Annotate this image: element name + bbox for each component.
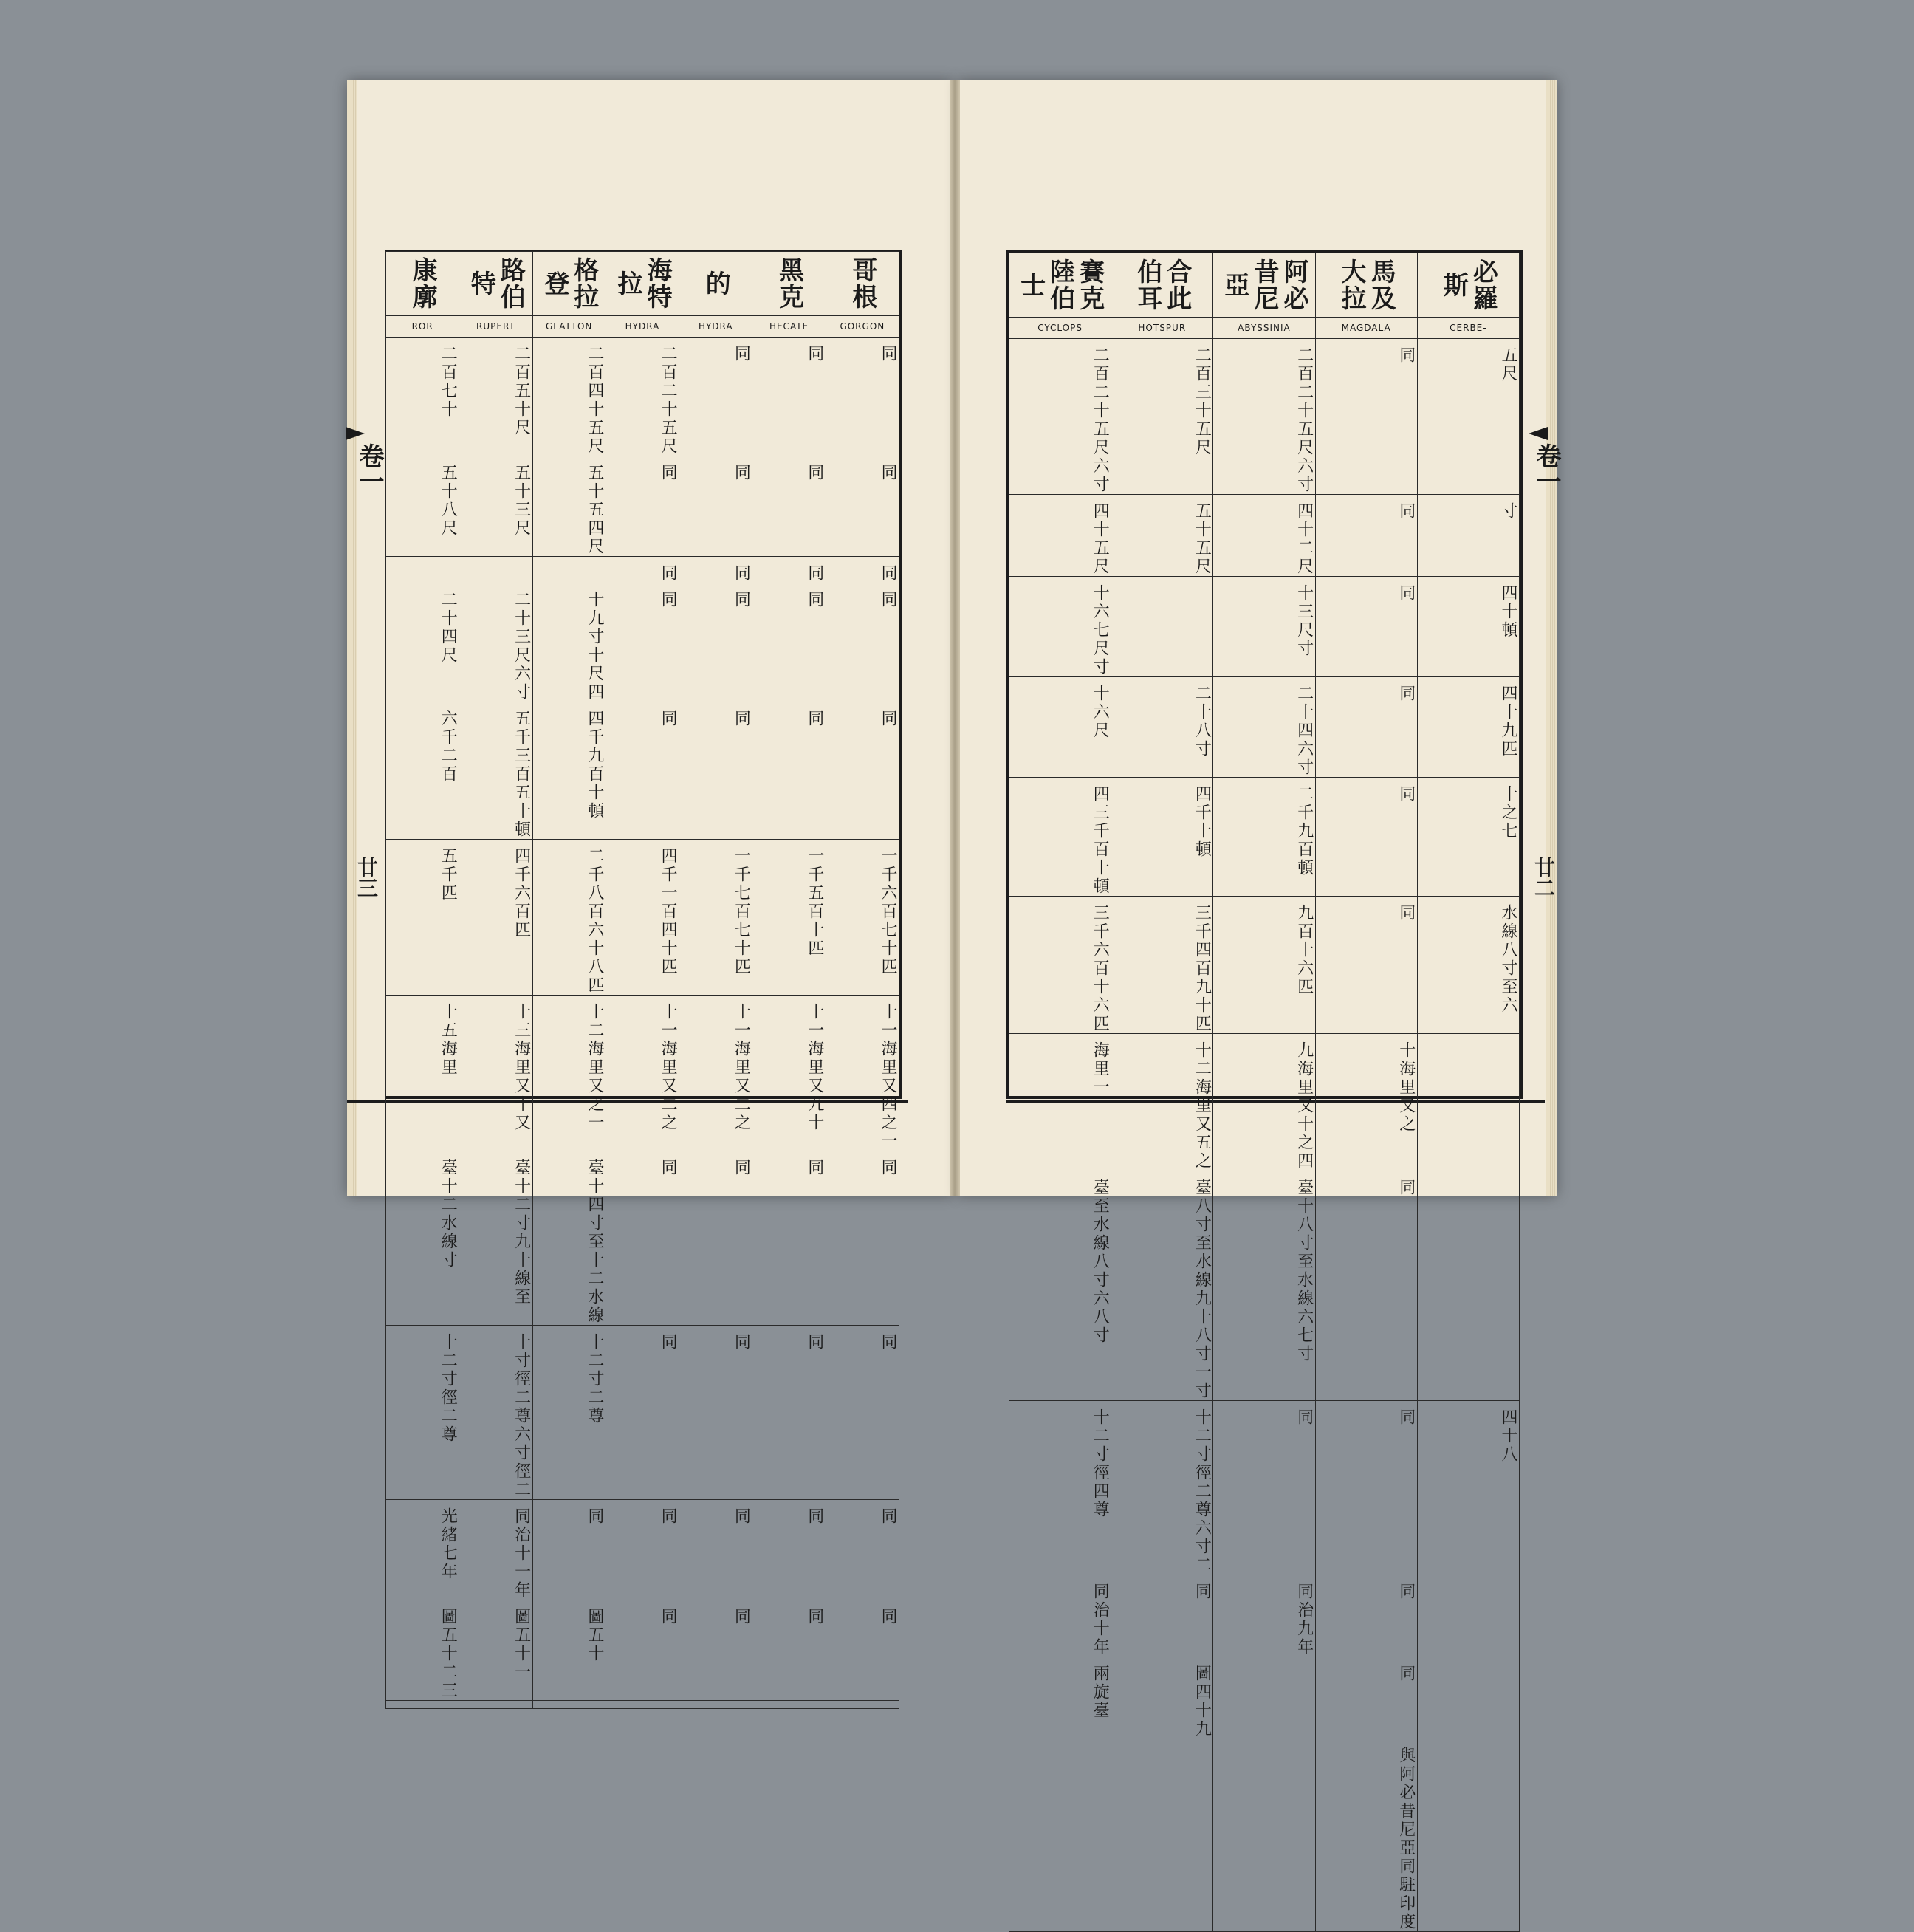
table-cell: 同 bbox=[606, 1500, 679, 1600]
ship-english-name: RUPERT bbox=[459, 316, 532, 338]
table-cell: 三千四百九十匹 bbox=[1111, 897, 1213, 1034]
name-row bbox=[386, 252, 899, 316]
table-cell: 同 bbox=[752, 1326, 826, 1500]
ship-english-name: MAGDALA bbox=[1315, 318, 1417, 339]
ship-english-name: GLATTON bbox=[532, 316, 606, 338]
table-cell: 二十三尺六寸 bbox=[459, 583, 532, 702]
ship-name: 必羅斯 bbox=[1417, 253, 1519, 318]
table-cell: 五尺 bbox=[1417, 339, 1519, 495]
table-cell bbox=[1417, 1171, 1519, 1401]
right-page-number: 廿二 bbox=[1531, 857, 1556, 898]
ship-name: 合此伯耳 bbox=[1111, 253, 1213, 318]
table-row bbox=[1009, 677, 1520, 778]
table-cell: 同 bbox=[606, 583, 679, 702]
table-cell: 二千八百六十八匹 bbox=[532, 840, 606, 996]
table-cell: 同治十一年 bbox=[459, 1500, 532, 1600]
table-cell: 同 bbox=[679, 1326, 752, 1500]
table-cell: 二百二十五尺六寸 bbox=[1213, 339, 1315, 495]
table-row bbox=[1009, 778, 1520, 897]
table-cell: 十二寸二尊 bbox=[532, 1326, 606, 1500]
table-cell: 五十五尺 bbox=[1111, 495, 1213, 577]
ship-name: 海特拉 bbox=[606, 252, 679, 316]
table-cell bbox=[532, 557, 606, 583]
table-cell: 十一海里又四之一 bbox=[826, 996, 899, 1151]
table-cell: 同治十年 bbox=[1009, 1575, 1111, 1657]
table-cell: 臺十八寸至水線六七寸 bbox=[1213, 1171, 1315, 1401]
table-cell: 六千二百 bbox=[386, 702, 459, 840]
table-cell: 同 bbox=[1111, 1575, 1213, 1657]
ship-name: 哥根 bbox=[826, 252, 899, 316]
table-cell: 水線八寸至六 bbox=[1417, 897, 1519, 1034]
table-cell: 同 bbox=[752, 456, 826, 557]
table-row bbox=[386, 456, 899, 557]
table-cell: 同 bbox=[679, 1151, 752, 1326]
table-cell: 十六七尺寸 bbox=[1009, 577, 1111, 677]
table-row bbox=[1009, 897, 1520, 1034]
table-cell: 同 bbox=[752, 583, 826, 702]
table-cell: 同 bbox=[1315, 1401, 1417, 1575]
table-cell bbox=[1111, 577, 1213, 677]
table-row bbox=[1009, 339, 1520, 495]
table-cell: 五千三百五十頓 bbox=[459, 702, 532, 840]
table-cell: 一千六百七十匹 bbox=[826, 840, 899, 996]
table-cell: 同 bbox=[752, 702, 826, 840]
table-cell: 四十頓 bbox=[1417, 577, 1519, 677]
table-cell: 臺至水線八寸六八寸 bbox=[1009, 1171, 1111, 1401]
table-cell: 同 bbox=[679, 702, 752, 840]
table-cell: 十之七 bbox=[1417, 778, 1519, 897]
table-cell: 同 bbox=[679, 1600, 752, 1701]
table-cell bbox=[1111, 1739, 1213, 1932]
table-cell: 同 bbox=[679, 1500, 752, 1600]
table-cell: 十五海里 bbox=[386, 996, 459, 1151]
table-cell: 同 bbox=[752, 1500, 826, 1600]
table-cell: 二十八寸 bbox=[1111, 677, 1213, 778]
table-cell: 同 bbox=[1315, 577, 1417, 677]
table-row bbox=[1009, 1171, 1520, 1401]
table-cell: 五十五四尺 bbox=[532, 456, 606, 557]
ship-english-name: ROR bbox=[386, 316, 459, 338]
left-ship-table bbox=[385, 250, 902, 1700]
table-cell: 四千十頓 bbox=[1111, 778, 1213, 897]
table-cell: 十六尺 bbox=[1009, 677, 1111, 778]
table-cell: 臺十二水線寸 bbox=[386, 1151, 459, 1326]
table-cell: 兩旋臺 bbox=[1009, 1657, 1111, 1739]
table-cell: 同 bbox=[1315, 897, 1417, 1034]
table-cell bbox=[532, 1701, 606, 1709]
table-row bbox=[1009, 577, 1520, 677]
table-cell: 同 bbox=[752, 1151, 826, 1326]
table-cell: 同 bbox=[1315, 1657, 1417, 1739]
ship-english-name: HOTSPUR bbox=[1111, 318, 1213, 339]
table-cell: 同 bbox=[826, 557, 899, 583]
ship-english-name: ABYSSINIA bbox=[1213, 318, 1315, 339]
table-cell bbox=[386, 557, 459, 583]
table-cell: 同 bbox=[532, 1500, 606, 1600]
table-cell: 二百七十 bbox=[386, 338, 459, 456]
table-cell: 同 bbox=[826, 702, 899, 840]
table-cell: 二百二十五尺六寸 bbox=[1009, 339, 1111, 495]
table-cell: 臺十二寸九十線至 bbox=[459, 1151, 532, 1326]
right-ship-table bbox=[1006, 250, 1523, 1931]
table-cell: 同 bbox=[752, 557, 826, 583]
table-cell: 十二寸徑二尊 bbox=[386, 1326, 459, 1500]
table-row bbox=[386, 338, 899, 456]
table-row bbox=[386, 996, 899, 1151]
table-cell: 同 bbox=[752, 1600, 826, 1701]
table-cell: 同 bbox=[679, 583, 752, 702]
ship-name: 路伯特 bbox=[459, 252, 532, 316]
table-cell: 三千六百十六匹 bbox=[1009, 897, 1111, 1034]
table-cell: 同 bbox=[679, 338, 752, 456]
table-cell: 同 bbox=[1315, 677, 1417, 778]
ship-name: 馬及大拉 bbox=[1315, 253, 1417, 318]
ship-english-name: HECATE bbox=[752, 316, 826, 338]
table-row bbox=[386, 702, 899, 840]
book-gutter bbox=[950, 80, 960, 1196]
table-cell: 四十八 bbox=[1417, 1401, 1519, 1575]
table-cell: 同 bbox=[826, 1326, 899, 1500]
table-row bbox=[386, 1600, 899, 1701]
table-cell: 同 bbox=[606, 702, 679, 840]
table-cell: 同 bbox=[1315, 1171, 1417, 1401]
english-name-row bbox=[386, 316, 899, 338]
ship-english-name: CYCLOPS bbox=[1009, 318, 1111, 339]
table-cell bbox=[1417, 1739, 1519, 1932]
table-cell: 五千匹 bbox=[386, 840, 459, 996]
table-cell bbox=[606, 1701, 679, 1709]
table-cell: 臺八寸至水線九十八寸一寸 bbox=[1111, 1171, 1213, 1401]
ship-name: 阿必昔尼亞 bbox=[1213, 253, 1315, 318]
right-page-edge bbox=[1546, 80, 1557, 1196]
table-cell: 四十二尺 bbox=[1213, 495, 1315, 577]
table-cell: 圖五十二三 bbox=[386, 1600, 459, 1701]
table-cell: 同 bbox=[1315, 778, 1417, 897]
right-volume-label: 卷一 bbox=[1531, 443, 1561, 493]
table-cell: 十三海里又十又 bbox=[459, 996, 532, 1151]
table-cell bbox=[459, 557, 532, 583]
table-cell: 同 bbox=[1315, 495, 1417, 577]
ship-name: 的 bbox=[679, 252, 752, 316]
table-cell bbox=[752, 1701, 826, 1709]
table-cell: 二十四尺 bbox=[386, 583, 459, 702]
table-cell: 十二寸徑二尊六寸二 bbox=[1111, 1401, 1213, 1575]
table-cell: 同 bbox=[606, 557, 679, 583]
table-cell bbox=[826, 1701, 899, 1709]
table-cell: 二百三十五尺 bbox=[1111, 339, 1213, 495]
table-cell: 十寸徑二尊六寸徑二 bbox=[459, 1326, 532, 1500]
table-cell bbox=[1417, 1034, 1519, 1171]
table-cell bbox=[679, 1701, 752, 1709]
table-cell: 二十四六寸 bbox=[1213, 677, 1315, 778]
table-cell: 圖四十九 bbox=[1111, 1657, 1213, 1739]
ship-english-name: GORGON bbox=[826, 316, 899, 338]
table-cell: 圖五十一 bbox=[459, 1600, 532, 1701]
table-cell bbox=[1417, 1657, 1519, 1739]
table-cell: 十九寸十尺四 bbox=[532, 583, 606, 702]
ship-name: 黑克 bbox=[752, 252, 826, 316]
table-cell: 同 bbox=[606, 1151, 679, 1326]
table-cell: 同治九年 bbox=[1213, 1575, 1315, 1657]
table-cell: 四千九百十頓 bbox=[532, 702, 606, 840]
table-cell: 十三尺寸 bbox=[1213, 577, 1315, 677]
table-cell: 同 bbox=[826, 583, 899, 702]
table-cell: 十二寸徑四尊 bbox=[1009, 1401, 1111, 1575]
table-cell: 一千五百十匹 bbox=[752, 840, 826, 996]
table-cell bbox=[1213, 1657, 1315, 1739]
table-cell: 同 bbox=[679, 557, 752, 583]
table-cell: 同 bbox=[826, 338, 899, 456]
table-row bbox=[386, 1500, 899, 1600]
table-cell: 同 bbox=[606, 1326, 679, 1500]
table-row bbox=[1009, 1034, 1520, 1171]
ship-english-name: HYDRA bbox=[606, 316, 679, 338]
english-name-row bbox=[1009, 318, 1520, 339]
table-row bbox=[1009, 1739, 1520, 1932]
table-cell: 一千七百七十匹 bbox=[679, 840, 752, 996]
ship-name: 格拉登 bbox=[532, 252, 606, 316]
table-cell: 四千一百四十匹 bbox=[606, 840, 679, 996]
table-cell: 同 bbox=[826, 1500, 899, 1600]
table-cell bbox=[1213, 1739, 1315, 1932]
ship-english-name: CERBE- bbox=[1417, 318, 1519, 339]
table-cell: 五十三尺 bbox=[459, 456, 532, 557]
table-cell: 九海里又十之四 bbox=[1213, 1034, 1315, 1171]
table-row bbox=[386, 583, 899, 702]
table-row bbox=[1009, 1401, 1520, 1575]
table-cell: 圖五十 bbox=[532, 1600, 606, 1701]
table-row bbox=[1009, 1575, 1520, 1657]
table-cell: 臺十四寸至十二水線 bbox=[532, 1151, 606, 1326]
ship-name: 康廓 bbox=[386, 252, 459, 316]
table-cell: 十海里又之 bbox=[1315, 1034, 1417, 1171]
table-cell: 同 bbox=[1315, 1575, 1417, 1657]
table-cell: 光緒七年 bbox=[386, 1500, 459, 1600]
table-cell: 同 bbox=[606, 456, 679, 557]
left-volume-label: 卷一 bbox=[354, 443, 384, 493]
table-cell: 十二海里又五之 bbox=[1111, 1034, 1213, 1171]
table-cell: 四十五尺 bbox=[1009, 495, 1111, 577]
table-cell: 十一海里又二之 bbox=[679, 996, 752, 1151]
table-row bbox=[386, 557, 899, 583]
table-cell: 同 bbox=[1213, 1401, 1315, 1575]
table-cell: 與阿必昔尼亞同駐印度 bbox=[1315, 1739, 1417, 1932]
table-cell: 五十八尺 bbox=[386, 456, 459, 557]
table-cell: 同 bbox=[826, 1151, 899, 1326]
left-page-number: 廿三 bbox=[354, 857, 379, 898]
table-row bbox=[1009, 1657, 1520, 1739]
table-cell bbox=[1417, 1575, 1519, 1657]
table-cell: 同 bbox=[1315, 339, 1417, 495]
table-row bbox=[1009, 495, 1520, 577]
table-cell: 寸 bbox=[1417, 495, 1519, 577]
table-row bbox=[386, 840, 899, 996]
table-cell: 十二海里又之一 bbox=[532, 996, 606, 1151]
table-cell: 同 bbox=[679, 456, 752, 557]
table-row bbox=[386, 1151, 899, 1326]
table-row bbox=[386, 1326, 899, 1500]
table-cell: 九百十六匹 bbox=[1213, 897, 1315, 1034]
ship-name: 賽克陸伯士 bbox=[1009, 253, 1111, 318]
table-cell: 同 bbox=[752, 338, 826, 456]
table-cell: 同 bbox=[606, 1600, 679, 1701]
table-cell bbox=[386, 1701, 459, 1709]
table-cell: 二百四十五尺 bbox=[532, 338, 606, 456]
table-cell: 十一海里又二之 bbox=[606, 996, 679, 1151]
table-cell: 同 bbox=[826, 1600, 899, 1701]
table-cell: 四十九匹 bbox=[1417, 677, 1519, 778]
left-page-edge bbox=[347, 80, 357, 1196]
table-cell: 二千九百頓 bbox=[1213, 778, 1315, 897]
table-cell: 四三千百十頓 bbox=[1009, 778, 1111, 897]
table-row bbox=[386, 1701, 899, 1709]
table-cell bbox=[1009, 1739, 1111, 1932]
table-cell: 二百二十五尺 bbox=[606, 338, 679, 456]
table-cell: 二百五十尺 bbox=[459, 338, 532, 456]
ship-english-name: HYDRA bbox=[679, 316, 752, 338]
name-row bbox=[1009, 253, 1520, 318]
table-cell: 十一海里又九十 bbox=[752, 996, 826, 1151]
table-cell: 四千六百匹 bbox=[459, 840, 532, 996]
table-cell: 同 bbox=[826, 456, 899, 557]
table-cell bbox=[459, 1701, 532, 1709]
table-cell: 海里一 bbox=[1009, 1034, 1111, 1171]
